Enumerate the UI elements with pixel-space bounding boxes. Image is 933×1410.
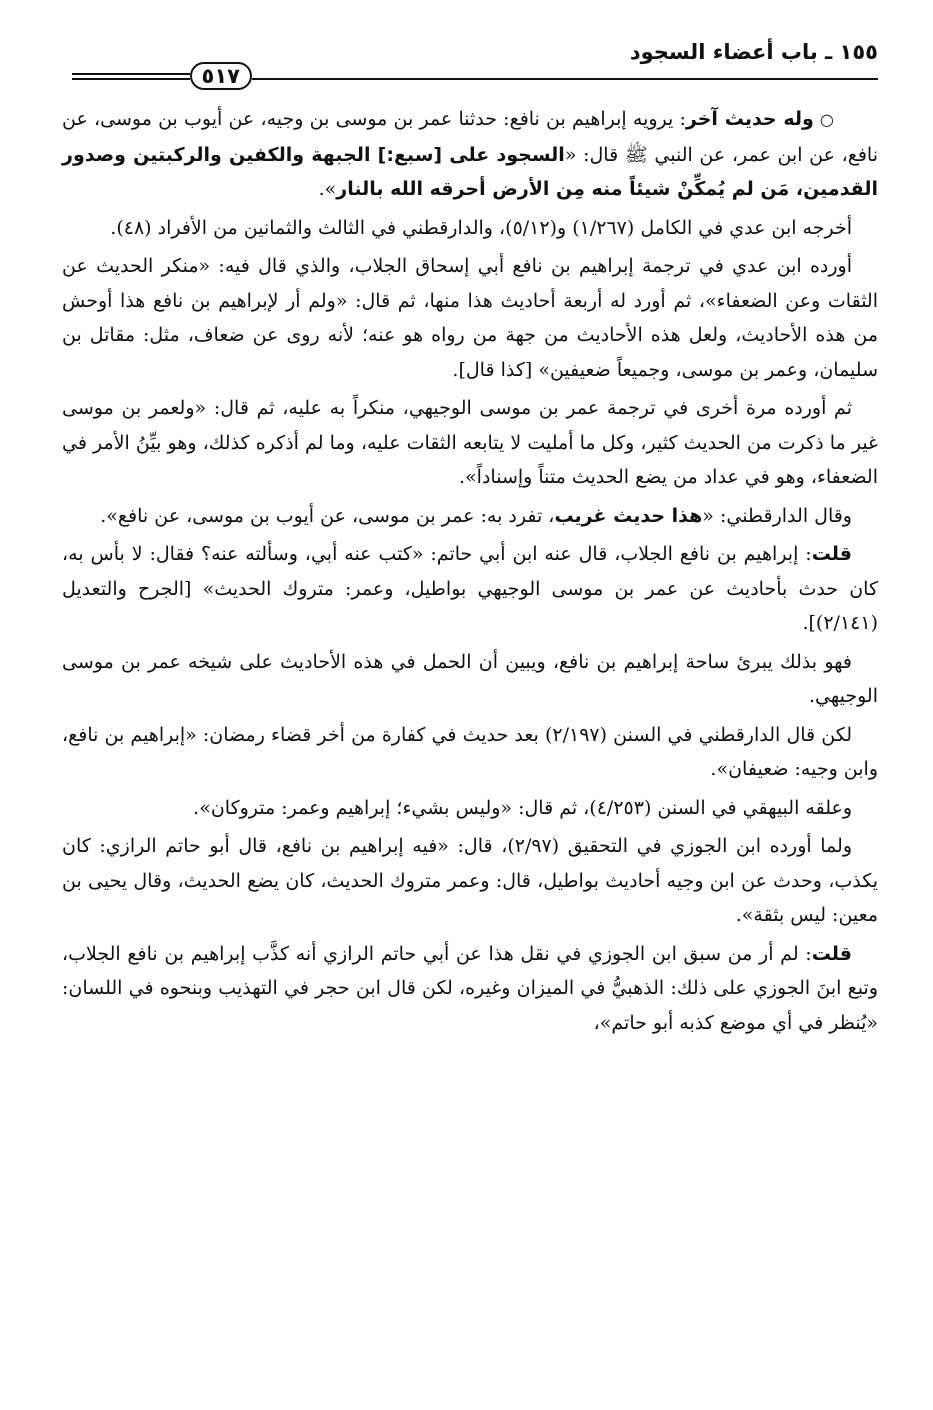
paragraph-text: : يرويه إبراهيم بن نافع: حدثنا عمر بن موسى بن وجيه، عن أيوب بن موسى، عن نافع، عن ابن عمر، عن النبي ﷺ قال: « [62,108,878,166]
paragraph-text: : لم أر من سبق ابن الجوزي في نقل هذا عن أبي حاتم الرازي أنه كذَّب إبراهيم بن نافع الجلاب، وتبع ابنَ الجوزي على ذلك: الذهبيُّ في الميزان وغيره، لكن قال ابن حجر في التهذيب وبنحوه في اللسان: «يُنظر في أي موضع كذبه أبو حاتم»، [62,942,878,1034]
page-number: ٥١٧ [190,62,252,90]
quoted-bold: هذا حديث غريب [554,504,703,527]
paragraph-9: وعلقه البيهقي في السنن (٤/٢٥٣)، ثم قال: «وليس بشيء؛ إبراهيم وعمر: متروكان». [193,796,852,819]
page-header [62,40,878,102]
bullet-icon: ○ [819,110,834,129]
page-number-ornament [72,58,252,94]
lead-bold: وله حديث آخر [685,108,814,130]
header-rule [252,78,878,80]
paragraph-1 [62,102,878,207]
lead-bold: قلت [811,942,852,965]
paragraph-text: ، تفرد به: عمر بن موسى، عن أيوب بن موسى، عن نافع». [100,504,555,527]
paragraph-11 [62,937,878,1041]
hadith-text: السجود على [سبع:] الجبهة والكفين والركبتين وصدور القدمين، مَن لم يُمكِّنْ شيئاً منه مِن الأرض أحرقه الله بالنار [62,143,878,200]
paragraph-5 [62,499,878,534]
paragraph-2: أخرجه ابن عدي في الكامل (١/٢٦٧) و(٥/١٢)، والدارقطني في الثالث والثمانين من الأفراد (٤٨). [110,216,852,239]
paragraph-text: : إبراهيم بن نافع الجلاب، قال عنه ابن أبي حاتم: «كتب عنه أبي، وسألته عنه؟ فقال: لا بأس به، كان حدث بأحاديث عن عمر بن موسى الوجيهي بواطيل، وعمر: متروك الحديث» [الجرح والتعديل (٢/١٤١)]. [62,543,878,634]
paragraph-3: أورده ابن عدي في ترجمة إبراهيم بن نافع أبي إسحاق الجلاب، والذي قال فيه: «منكر الحديث عن الثقات وعن الضعفاء»، ثم أورد له أربعة أحاديث هذا منها، ثم قال: «ولم أر لإبراهيم بن نافع هذا أوحش من هذه الأحاديث، ولعل هذه الأحاديث من جهة من رواه هو عنه؛ لأنه روى عن ضعاف، مثل: مقاتل بن سليمان، وعمر بن موسى، وجميعاً ضعيفين» [كذا قال]. [62,255,878,381]
paragraph-text: وقال الدارقطني: « [702,504,852,527]
chapter-title: ١٥٥ ـ باب أعضاء السجود [629,40,878,64]
paragraph-7: فهو بذلك يبرئ ساحة إبراهيم بن نافع، ويبين أن الحمل في هذه الأحاديث على شيخه عمر بن موسى الوجيهي. [62,650,878,707]
ornament-rule [72,73,190,80]
paragraph-text: ». [318,178,337,200]
paragraph-10: ولما أورده ابن الجوزي في التحقيق (٢/٩٧)، قال: «فيه إبراهيم بن نافع، قال أبو حاتم الرازي: كان يكذب، وحدث عن ابن وجيه أحاديث بواطيل، قال: وعمر متروك الحديث، كان يضع الحديث، وقال يحيى بن معين: ليس بثقة». [62,835,878,926]
page-body [62,102,878,1040]
paragraph-6 [62,537,878,641]
book-page [62,40,878,1380]
lead-bold: قلت [811,543,852,565]
paragraph-4: ثم أورده مرة أخرى في ترجمة عمر بن موسى الوجيهي، منكراً به عليه، ثم قال: «ولعمر بن موسى غير ما ذكرت من الحديث كثير، وكل ما أمليت لا يتابعه الثقات عليه، وما لم أذكره كذلك، وهو بيِّنُ الأمر في الضعفاء، وهو في عداد من يضع الحديث متناً وإسناداً». [62,397,878,488]
paragraph-8: لكن قال الدارقطني في السنن (٢/١٩٧) بعد حديث في كفارة من أخر قضاء رمضان: «إبراهيم بن نافع، وابن وجيه: ضعيفان». [62,723,878,780]
